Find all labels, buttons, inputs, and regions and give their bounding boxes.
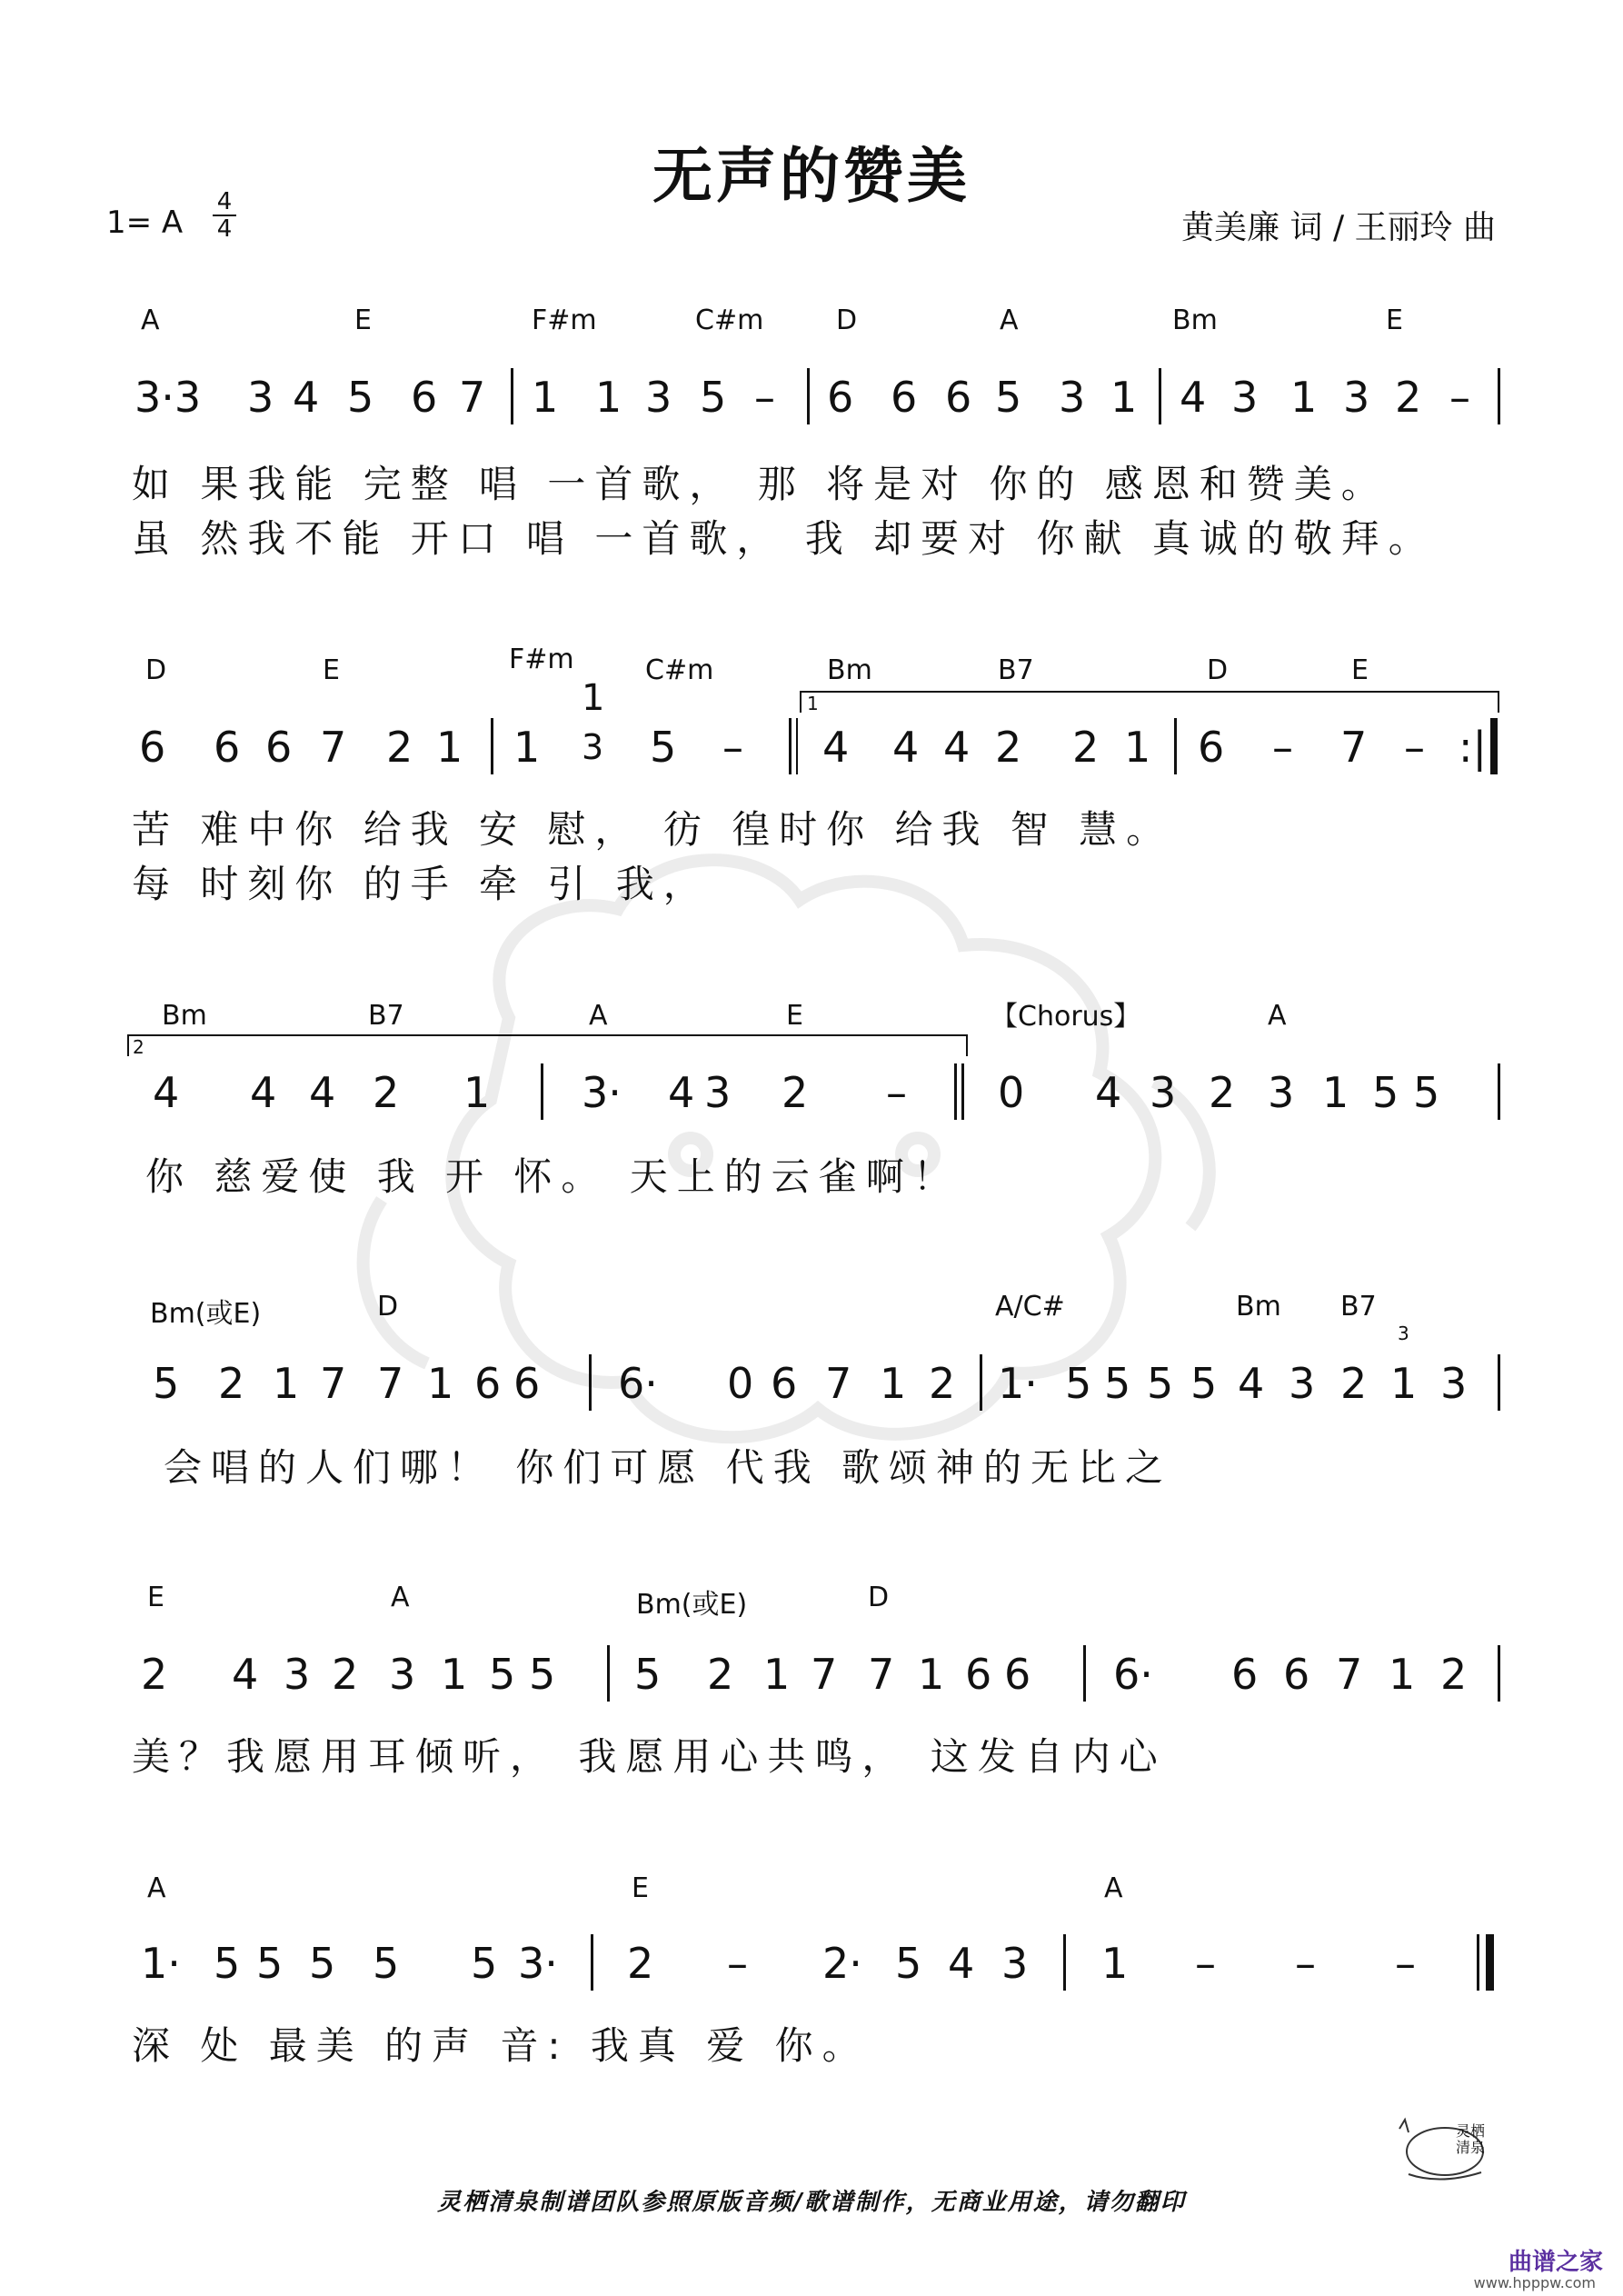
note: 4 bbox=[250, 1068, 277, 1117]
note: 4 bbox=[822, 723, 850, 772]
bar-line bbox=[591, 1934, 593, 1991]
final-bar-thick bbox=[1486, 1934, 1494, 1991]
note: 3 bbox=[1059, 373, 1086, 422]
note: 4 bbox=[153, 1068, 180, 1117]
chord: A bbox=[391, 1582, 410, 1613]
chord: B7 bbox=[368, 1000, 404, 1032]
repeat-start-line bbox=[796, 718, 798, 774]
note: 3 bbox=[1289, 1359, 1316, 1408]
chord: B7 bbox=[998, 654, 1034, 686]
note: 6 bbox=[891, 373, 918, 422]
lyric-line-1: 美？我愿用耳倾听， 我愿用心共鸣， 这发自内心 bbox=[132, 1734, 1167, 1779]
note: 2 bbox=[1340, 1359, 1368, 1408]
note: 3 bbox=[284, 1650, 311, 1699]
note: – bbox=[1195, 1939, 1216, 1988]
chord: E bbox=[354, 304, 372, 336]
note: 0 bbox=[998, 1068, 1025, 1117]
note: 6 bbox=[139, 723, 166, 772]
lyric-line-2: 每 时刻你 的手 牵 引 我， bbox=[132, 862, 711, 906]
chord: E bbox=[786, 1000, 803, 1032]
bar-line bbox=[607, 1645, 610, 1702]
note: 6 bbox=[827, 373, 854, 422]
note: 2· bbox=[822, 1939, 862, 1988]
chord: Bm bbox=[1172, 304, 1218, 336]
chord: D bbox=[145, 654, 167, 686]
note: 6 bbox=[513, 1359, 541, 1408]
volta-1-bracket-left bbox=[800, 691, 802, 713]
note: 3·3 bbox=[134, 373, 202, 422]
time-signature-top: 4 bbox=[216, 188, 233, 215]
note: 5 bbox=[1372, 1068, 1399, 1117]
grace-note: 1 bbox=[582, 677, 605, 719]
note: 5 bbox=[1413, 1068, 1440, 1117]
note: 6 bbox=[965, 1650, 992, 1699]
note: 4 bbox=[892, 723, 920, 772]
bar-line bbox=[511, 368, 513, 424]
note: 3 bbox=[1231, 373, 1259, 422]
note: 5 bbox=[700, 373, 727, 422]
note: 5 bbox=[153, 1359, 180, 1408]
note: 7 bbox=[1336, 1650, 1363, 1699]
note: 5 bbox=[634, 1650, 662, 1699]
note: 6 bbox=[1004, 1650, 1031, 1699]
note: 2 bbox=[707, 1650, 734, 1699]
note: 3 bbox=[247, 373, 274, 422]
note: 7 bbox=[825, 1359, 852, 1408]
volta-1-bracket bbox=[800, 691, 1499, 693]
note: 6 bbox=[1283, 1650, 1310, 1699]
note: 2 bbox=[218, 1359, 245, 1408]
site-name: 曲谱之家 bbox=[1508, 2249, 1603, 2276]
note: 6· bbox=[618, 1359, 658, 1408]
note: 6 bbox=[1231, 1650, 1259, 1699]
note: 3 bbox=[1268, 1068, 1295, 1117]
chord: C#m bbox=[645, 654, 714, 686]
bar-line bbox=[807, 368, 810, 424]
chord: A bbox=[589, 1000, 608, 1032]
note: 6 bbox=[214, 723, 241, 772]
note: 2 bbox=[627, 1939, 654, 1988]
key-signature: 1= A bbox=[106, 205, 184, 241]
note: 6 bbox=[771, 1359, 798, 1408]
note: 1 bbox=[595, 373, 622, 422]
note: 4 bbox=[1180, 373, 1207, 422]
note: 3 bbox=[1001, 1939, 1029, 1988]
note: 2 bbox=[373, 1068, 400, 1117]
note: 3 bbox=[1343, 373, 1370, 422]
note: 1 bbox=[427, 1359, 454, 1408]
note: 7 bbox=[320, 1359, 347, 1408]
note: 5 bbox=[214, 1939, 241, 1988]
lyric-line-1: 如 果我能 完整 唱 一首歌， 那 将是对 你的 感恩和赞美。 bbox=[132, 462, 1389, 506]
volta-2-number: 2 bbox=[133, 1036, 144, 1058]
note: 4 bbox=[1095, 1068, 1122, 1117]
note: 2 bbox=[995, 723, 1022, 772]
bar-line bbox=[541, 1063, 543, 1120]
note: 1 bbox=[273, 1359, 300, 1408]
song-title: 无声的赞美 bbox=[652, 141, 971, 211]
chord: Bm bbox=[827, 654, 872, 686]
note: 2 bbox=[1395, 373, 1422, 422]
lyric-line-1: 苦 难中你 给我 安 慰， 彷 徨时你 给我 智 慧。 bbox=[132, 807, 1174, 852]
lyric-line-1: 你 慈爱使 我 开 怀。 天上的云雀啊！ bbox=[145, 1154, 961, 1199]
note: 1 bbox=[1322, 1068, 1349, 1117]
bar-line bbox=[1083, 1645, 1086, 1702]
note: 6 bbox=[945, 373, 972, 422]
note: – bbox=[1395, 1939, 1416, 1988]
bar-line bbox=[589, 1354, 592, 1411]
chord: A bbox=[1104, 1872, 1123, 1904]
chord: B7 bbox=[1340, 1291, 1377, 1323]
chord: Bm bbox=[1236, 1291, 1281, 1323]
note: 1 bbox=[1290, 373, 1318, 422]
chord: Bm(或E) bbox=[636, 1589, 748, 1621]
note: 1· bbox=[141, 1939, 181, 1988]
note: 4 bbox=[1238, 1359, 1265, 1408]
note: 6 bbox=[474, 1359, 502, 1408]
chord: C#m bbox=[695, 304, 764, 336]
note: 4 bbox=[232, 1650, 259, 1699]
note: 3 bbox=[645, 373, 672, 422]
lyric-line-2: 虽 然我不能 开口 唱 一首歌， 我 却要对 你献 真诚的敬拜。 bbox=[132, 516, 1436, 561]
note: 5 bbox=[256, 1939, 284, 1988]
bar-line bbox=[1159, 368, 1161, 424]
note: 1 bbox=[1390, 1359, 1418, 1408]
note: 5 bbox=[1104, 1359, 1131, 1408]
note: 6· bbox=[1113, 1650, 1153, 1699]
note: 1 bbox=[463, 1068, 491, 1117]
chord: F#m bbox=[509, 644, 574, 675]
chord: E bbox=[323, 654, 340, 686]
note: 1 bbox=[1389, 1650, 1416, 1699]
note: – bbox=[1404, 723, 1425, 772]
time-signature-bottom: 4 bbox=[216, 215, 233, 243]
note: 4 bbox=[293, 373, 320, 422]
note: 6 bbox=[411, 373, 438, 422]
note: 4 bbox=[309, 1068, 336, 1117]
note: 1 bbox=[1110, 373, 1138, 422]
note: 1 bbox=[1101, 1939, 1129, 1988]
bar-line bbox=[1498, 1354, 1500, 1411]
note: 5 bbox=[1065, 1359, 1092, 1408]
chord: Bm(或E) bbox=[150, 1298, 262, 1330]
repeat-end: :| bbox=[1459, 723, 1487, 772]
note: 0 bbox=[727, 1359, 754, 1408]
note: 3 bbox=[704, 1068, 732, 1117]
note: 2 bbox=[1440, 1650, 1468, 1699]
note: 3· bbox=[582, 1068, 622, 1117]
note: 1 bbox=[532, 373, 559, 422]
note: – bbox=[1449, 373, 1470, 422]
note: 1· bbox=[998, 1359, 1038, 1408]
bar-line bbox=[789, 718, 792, 774]
note: 7 bbox=[1340, 723, 1368, 772]
volta-1-number: 1 bbox=[807, 693, 819, 714]
note: 2 bbox=[386, 723, 413, 772]
double-bar-line bbox=[954, 1063, 957, 1120]
note: 4 bbox=[943, 723, 971, 772]
chord: A/C# bbox=[995, 1291, 1065, 1323]
note: 2 bbox=[141, 1650, 168, 1699]
note: 5 bbox=[1190, 1359, 1218, 1408]
bar-line bbox=[491, 718, 493, 774]
note: 5 bbox=[895, 1939, 922, 1988]
chord: E bbox=[1351, 654, 1369, 686]
note: 5 bbox=[309, 1939, 336, 1988]
volta-1-bracket-right bbox=[1498, 691, 1499, 713]
note: 1 bbox=[918, 1650, 945, 1699]
time-signature bbox=[211, 189, 238, 242]
note: 7 bbox=[811, 1650, 838, 1699]
volta-2-bracket-left bbox=[127, 1034, 129, 1056]
credits: 黄美廉 词 / 王丽玲 曲 bbox=[1181, 209, 1496, 246]
note: 1 bbox=[441, 1650, 468, 1699]
bar-line bbox=[1498, 1063, 1500, 1120]
chord: D bbox=[868, 1582, 890, 1613]
note: 3 bbox=[582, 727, 604, 767]
chord: D bbox=[1207, 654, 1229, 686]
chorus-label: 【Chorus】 bbox=[991, 1001, 1141, 1033]
note: 5 bbox=[373, 1939, 400, 1988]
note: – bbox=[1272, 723, 1293, 772]
note: 5 bbox=[347, 373, 374, 422]
note: 2 bbox=[1209, 1068, 1236, 1117]
lyric-line-1: 会唱的人们哪！ 你们可愿 代我 歌颂神的无比之 bbox=[164, 1445, 1173, 1490]
final-bar-thin bbox=[1477, 1934, 1479, 1991]
chord: E bbox=[1386, 304, 1403, 336]
chord: D bbox=[377, 1291, 399, 1323]
note: – bbox=[754, 373, 775, 422]
note: 5 bbox=[471, 1939, 498, 1988]
note: – bbox=[727, 1939, 748, 1988]
note: 3 bbox=[1440, 1359, 1468, 1408]
chord: D bbox=[836, 304, 858, 336]
note: 7 bbox=[459, 373, 486, 422]
note: – bbox=[722, 723, 743, 772]
volta-2-bracket-right bbox=[966, 1034, 968, 1056]
note: 1 bbox=[436, 723, 463, 772]
note: 7 bbox=[377, 1359, 404, 1408]
note: 3· bbox=[518, 1939, 558, 1988]
note: 2 bbox=[929, 1359, 956, 1408]
chord: A bbox=[1268, 1000, 1287, 1032]
bar-line bbox=[1174, 718, 1177, 774]
triplet-mark: 3 bbox=[1398, 1323, 1409, 1344]
chord: E bbox=[632, 1872, 649, 1904]
chord: A bbox=[147, 1872, 166, 1904]
note: – bbox=[1295, 1939, 1316, 1988]
lamb-logo bbox=[1372, 2111, 1508, 2192]
note: 3 bbox=[1150, 1068, 1177, 1117]
note: 2 bbox=[782, 1068, 809, 1117]
chord: E bbox=[147, 1582, 164, 1613]
note: 5 bbox=[650, 723, 677, 772]
note: 7 bbox=[868, 1650, 895, 1699]
note: 6 bbox=[265, 723, 293, 772]
note: 1 bbox=[513, 723, 541, 772]
chord: F#m bbox=[532, 304, 597, 336]
repeat-end-thick-line bbox=[1490, 718, 1498, 774]
site-url: www.hpppw.com bbox=[1473, 2274, 1596, 2291]
note: 7 bbox=[320, 723, 347, 772]
note: 6 bbox=[1198, 723, 1225, 772]
bar-line bbox=[980, 1354, 982, 1411]
note: – bbox=[886, 1068, 907, 1117]
note: 3 bbox=[389, 1650, 416, 1699]
chord: A bbox=[1000, 304, 1019, 336]
chord: A bbox=[141, 304, 160, 336]
note: 5 bbox=[995, 373, 1022, 422]
lyric-line-1: 深 处 最美 的声 音: 我真 爱 你。 bbox=[132, 2023, 870, 2068]
note: 1 bbox=[1124, 723, 1151, 772]
note: 2 bbox=[332, 1650, 359, 1699]
bar-line bbox=[1498, 368, 1500, 424]
note: 4 bbox=[948, 1939, 975, 1988]
note: 5 bbox=[529, 1650, 556, 1699]
volta-2-bracket bbox=[127, 1034, 968, 1036]
note: 1 bbox=[880, 1359, 907, 1408]
note: 4 bbox=[668, 1068, 695, 1117]
bar-line bbox=[1063, 1934, 1066, 1991]
chord: Bm bbox=[162, 1000, 207, 1032]
note: 5 bbox=[1147, 1359, 1174, 1408]
footer-notice: 灵栖清泉制谱团队参照原版音频/歌谱制作，无商业用途，请勿翻印 bbox=[437, 2189, 1186, 2216]
note: 1 bbox=[763, 1650, 791, 1699]
double-bar-line bbox=[961, 1063, 964, 1120]
logo-text: 灵栖清泉 bbox=[1456, 2122, 1486, 2156]
bar-line bbox=[1498, 1645, 1500, 1702]
note: 5 bbox=[489, 1650, 516, 1699]
note: 2 bbox=[1072, 723, 1100, 772]
